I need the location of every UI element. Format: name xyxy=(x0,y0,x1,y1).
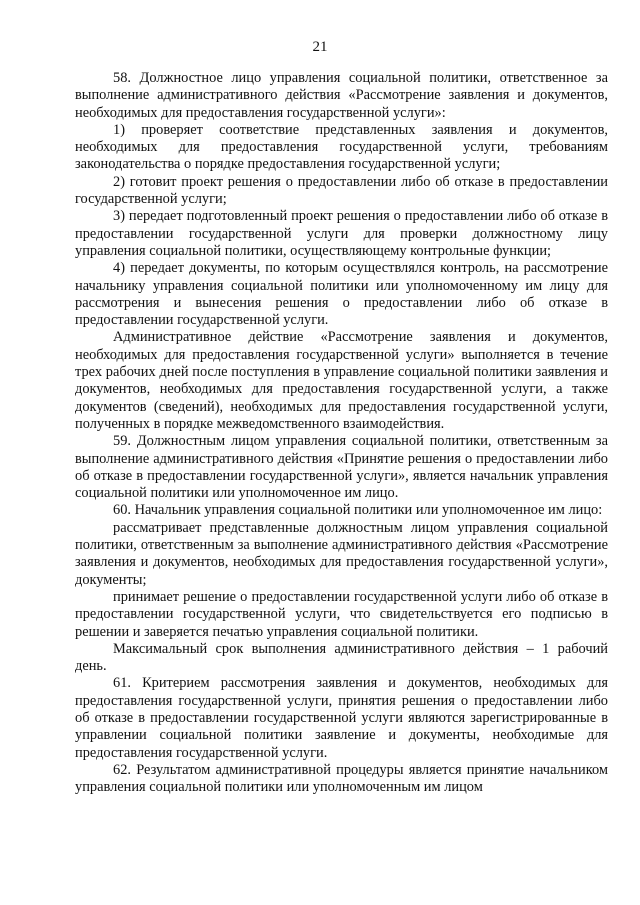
paragraph-58: 58. Должностное лицо управления социальной политики, ответственное за выполнение административного действия «Рассмотрение заявления и документов, необходимых для предоставления государственной услуги»: xyxy=(75,70,608,121)
paragraph-62: 62. Результатом административной процедуры является принятие начальником управления социальной политики или уполномоченным им лицом xyxy=(75,761,608,796)
paragraph-58-item-4: 4) передает документы, по которым осуществлялся контроль, на рассмотрение начальнику управления социальной политики или уполномоченному им лицу для рассмотрения и вынесения решения о предоставлении либо об отказе в предоставлении государственной услуги. xyxy=(75,260,608,329)
paragraph-60: 60. Начальник управления социальной политики или уполномоченное им лицо: xyxy=(113,502,603,519)
document-body xyxy=(75,70,608,796)
paragraph-deadline-review: Административное действие «Рассмотрение заявления и документов, необходимых для предоставления государственной услуги» выполняется в течение трех рабочих дней после поступления в управление социальной политики заявления и документов, необходимых для предоставления государственной услуги, а также документов (сведений), необходимых для предоставления государственной услуги, полученных в порядке межведомственного взаимодействия. xyxy=(75,329,608,432)
paragraph-60-reviews: рассматривает представленные должностным лицом управления социальной политики, ответственным за выполнение административного действия «Рассмотрение заявления и документов, необходимых для предоставления государственной услуги», документы; xyxy=(75,519,608,588)
paragraph-58-item-2: 2) готовит проект решения о предоставлении либо об отказе в предоставлении государственной услуги; xyxy=(75,173,608,208)
paragraph-58-item-1: 1) проверяет соответствие представленных заявления и документов, необходимых для предоставления государственной услуги, требованиям законодательства о порядке предоставления государственной услуги; xyxy=(75,121,608,173)
paragraph-58-item-3: 3) передает подготовленный проект решения о предоставлении либо об отказе в предоставлении государственной услуги для проверки должностному лицу управления социальной политики, осуществляющему контрольные функции; xyxy=(75,208,608,259)
page-number: 21 xyxy=(312,39,328,55)
paragraph-60-decides: принимает решение о предоставлении государственной услуги либо об отказе в предоставлении государственной услуги, что свидетельствуется его подписью в решении и заверяется печатью управления социальной политики. xyxy=(75,588,608,640)
paragraph-59: 59. Должностным лицом управления социальной политики, ответственным за выполнение административного действия «Принятие решения о предоставлении либо об отказе в предоставлении государственной услуги», является начальник управления социальной политики или уполномоченное им лицо. xyxy=(75,433,608,502)
paragraph-61: 61. Критерием рассмотрения заявления и документов, необходимых для предоставления государственной услуги, принятия решения о предоставлении либо об отказе в предоставлении государственной услуги являются зарегистрированные в управлении социальной политики заявление и документы, необходимые для предоставления государственной услуги. xyxy=(75,675,608,761)
paragraph-deadline-decision: Максимальный срок выполнения административного действия – 1 рабочий день. xyxy=(75,640,608,675)
